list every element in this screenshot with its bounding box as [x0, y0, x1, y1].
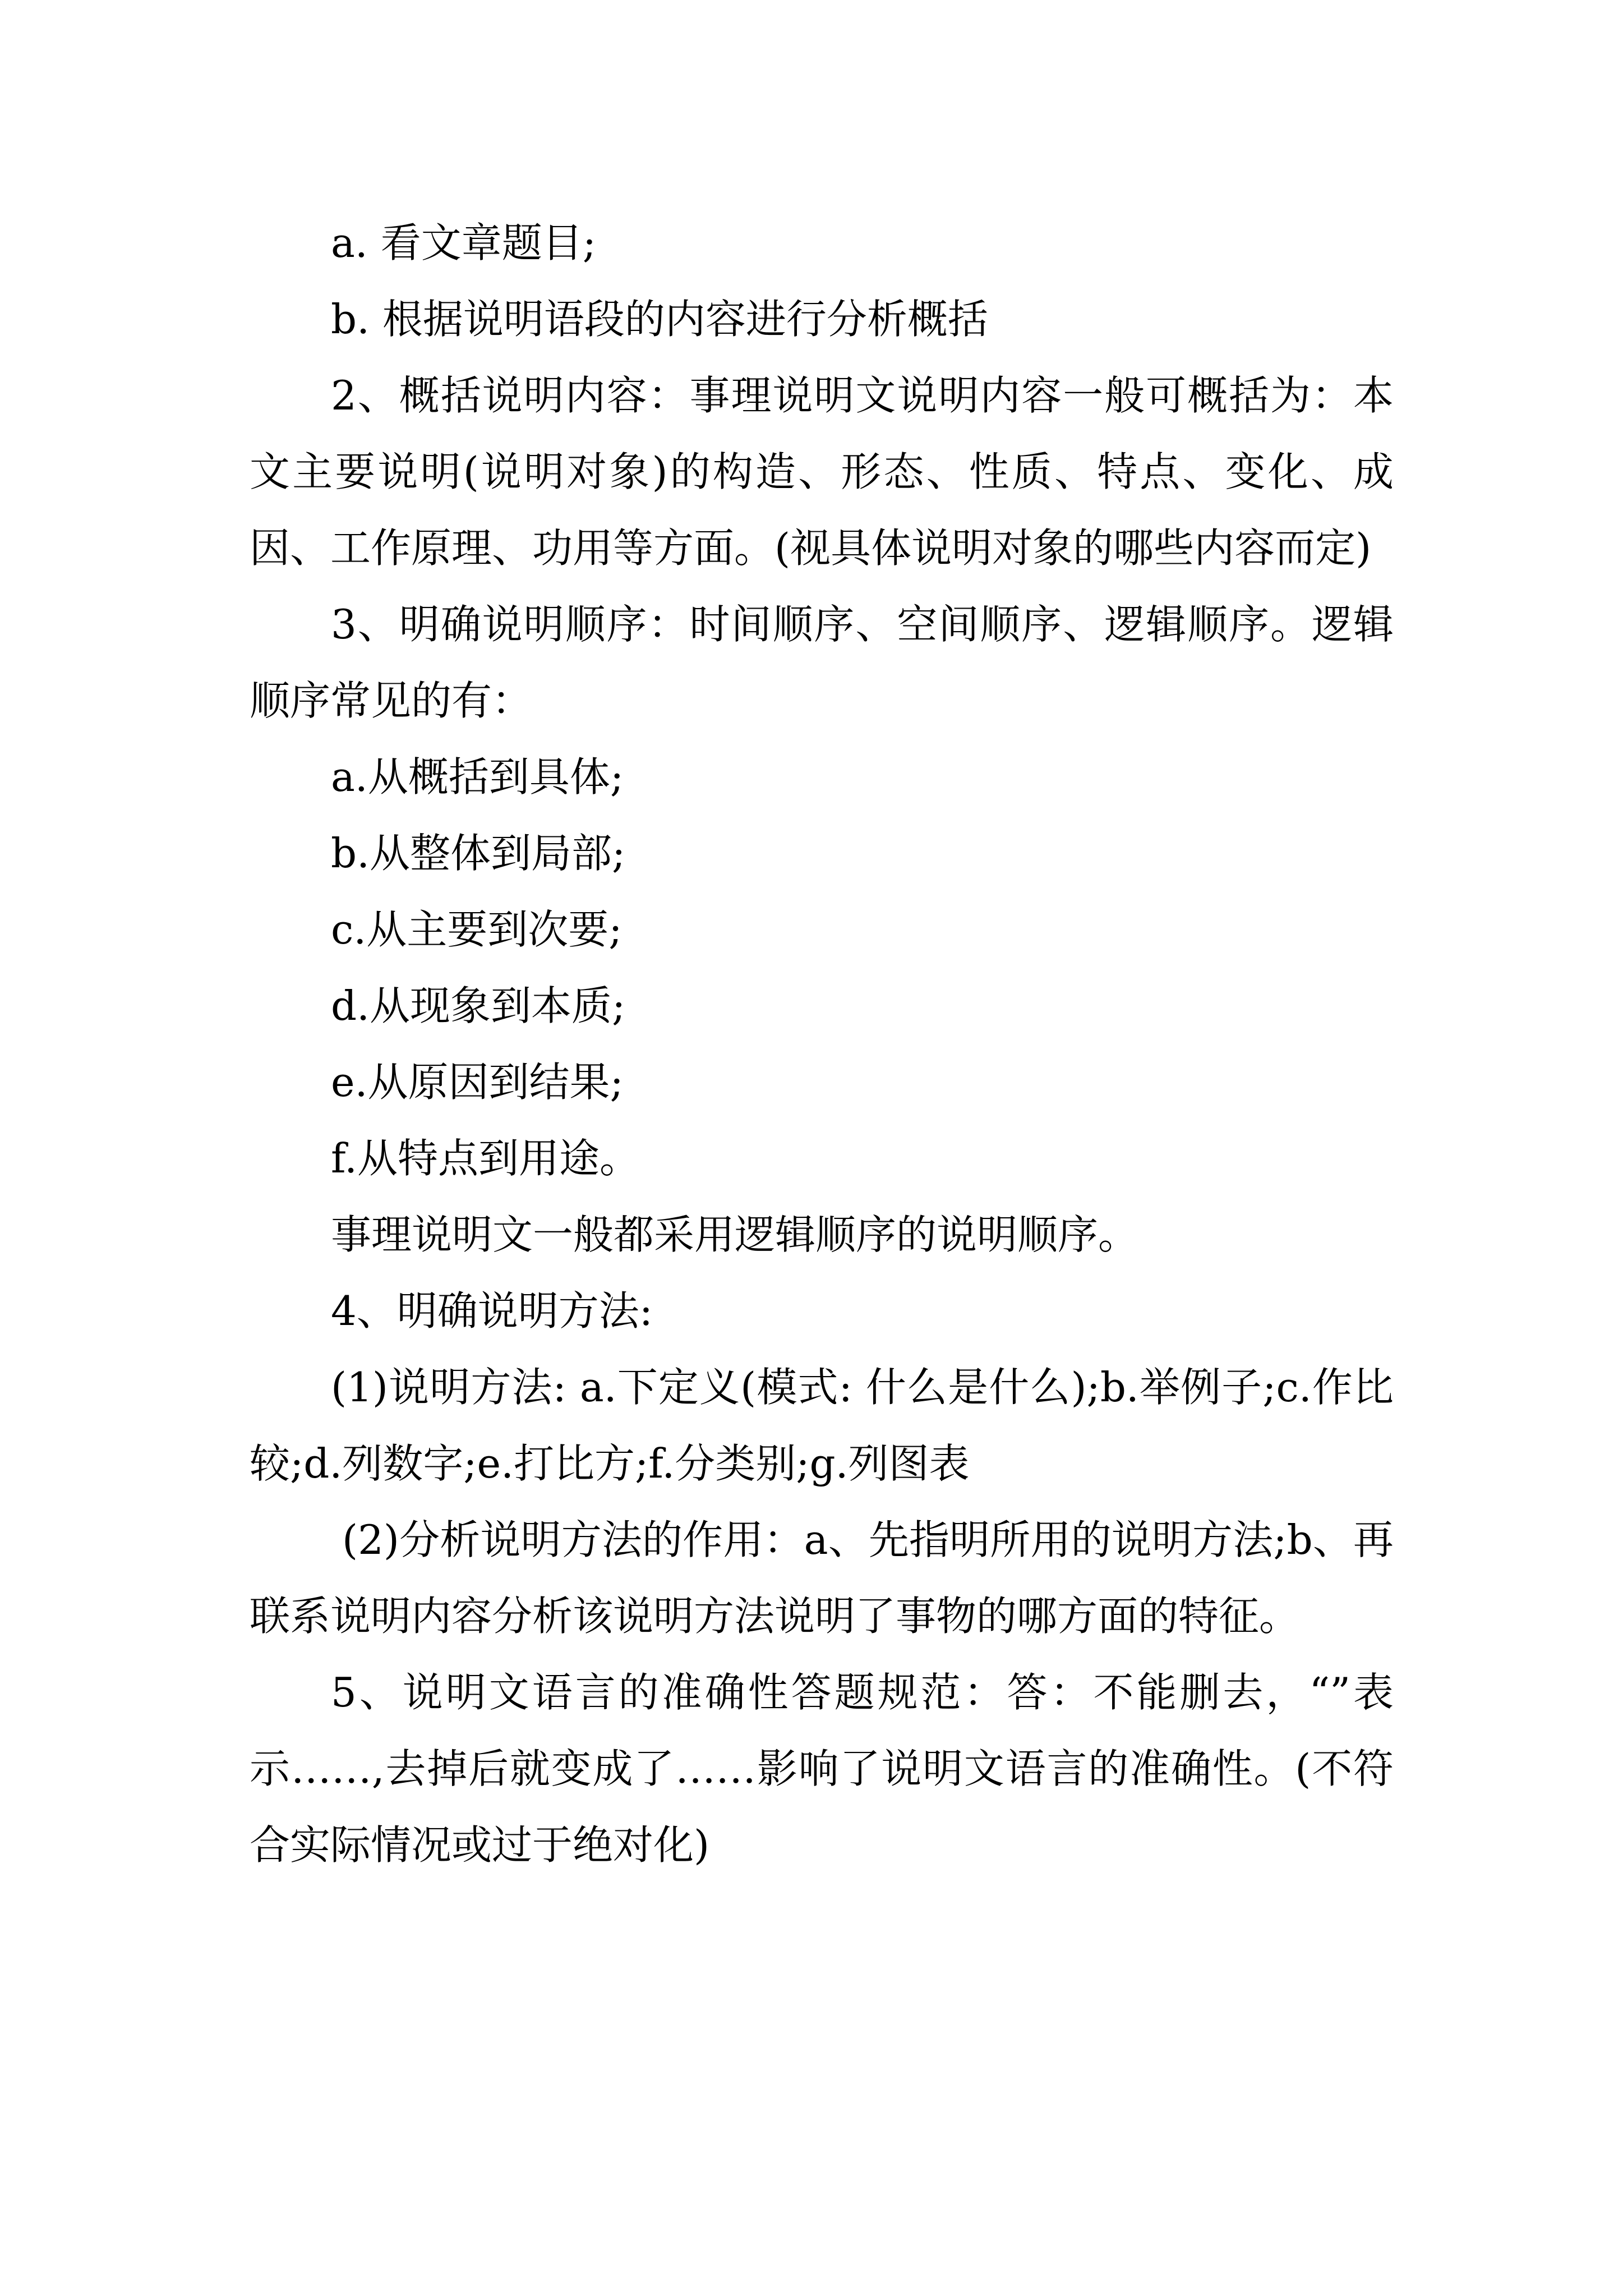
order-item-c: c.从主要到次要; [331, 906, 623, 953]
order-item-f: f.从特点到用途。 [331, 1135, 640, 1182]
section-4-heading: 4、明确说明方法: [331, 1287, 653, 1335]
order-summary: 事理说明文一般都采用逻辑顺序的说明顺序。 [331, 1211, 1139, 1258]
section-5-paragraph: 5、说明文语言的准确性答题规范：答：不能删去，“”表示……,去掉后就变成了……影响了说明文语言的准确性。(不符合实际情况或过于绝对化) [250, 1669, 1394, 1869]
document-body [250, 205, 1394, 1883]
item-a-title: a. 看文章题目; [331, 219, 596, 266]
order-item-d: d.从现象到本质; [331, 982, 626, 1029]
order-item-b: b.从整体到局部; [331, 830, 626, 877]
order-item-a: a.从概括到具体; [331, 753, 624, 800]
item-b-summarize: b. 根据说明语段的内容进行分析概括 [331, 296, 988, 343]
section-3-paragraph: 3、明确说明顺序：时间顺序、空间顺序、逻辑顺序。逻辑顺序常见的有： [250, 601, 1394, 724]
method-2-paragraph: (2)分析说明方法的作用：a、先指明所用的说明方法;b、再联系说明内容分析该说明方法说明了事物的哪方面的特征。 [250, 1516, 1394, 1640]
order-item-e: e.从原因到结果; [331, 1059, 624, 1106]
section-2-paragraph: 2、概括说明内容：事理说明文说明内容一般可概括为：本文主要说明(说明对象)的构造、形态、性质、特点、变化、成因、工作原理、功用等方面。(视具体说明对象的哪些内容而定) [250, 372, 1394, 572]
method-1-paragraph: (1)说明方法: a.下定义(模式: 什么是什么);b.举例子;c.作比较;d.列数字;e.打比方;f.分类别;g.列图表 [250, 1364, 1394, 1487]
